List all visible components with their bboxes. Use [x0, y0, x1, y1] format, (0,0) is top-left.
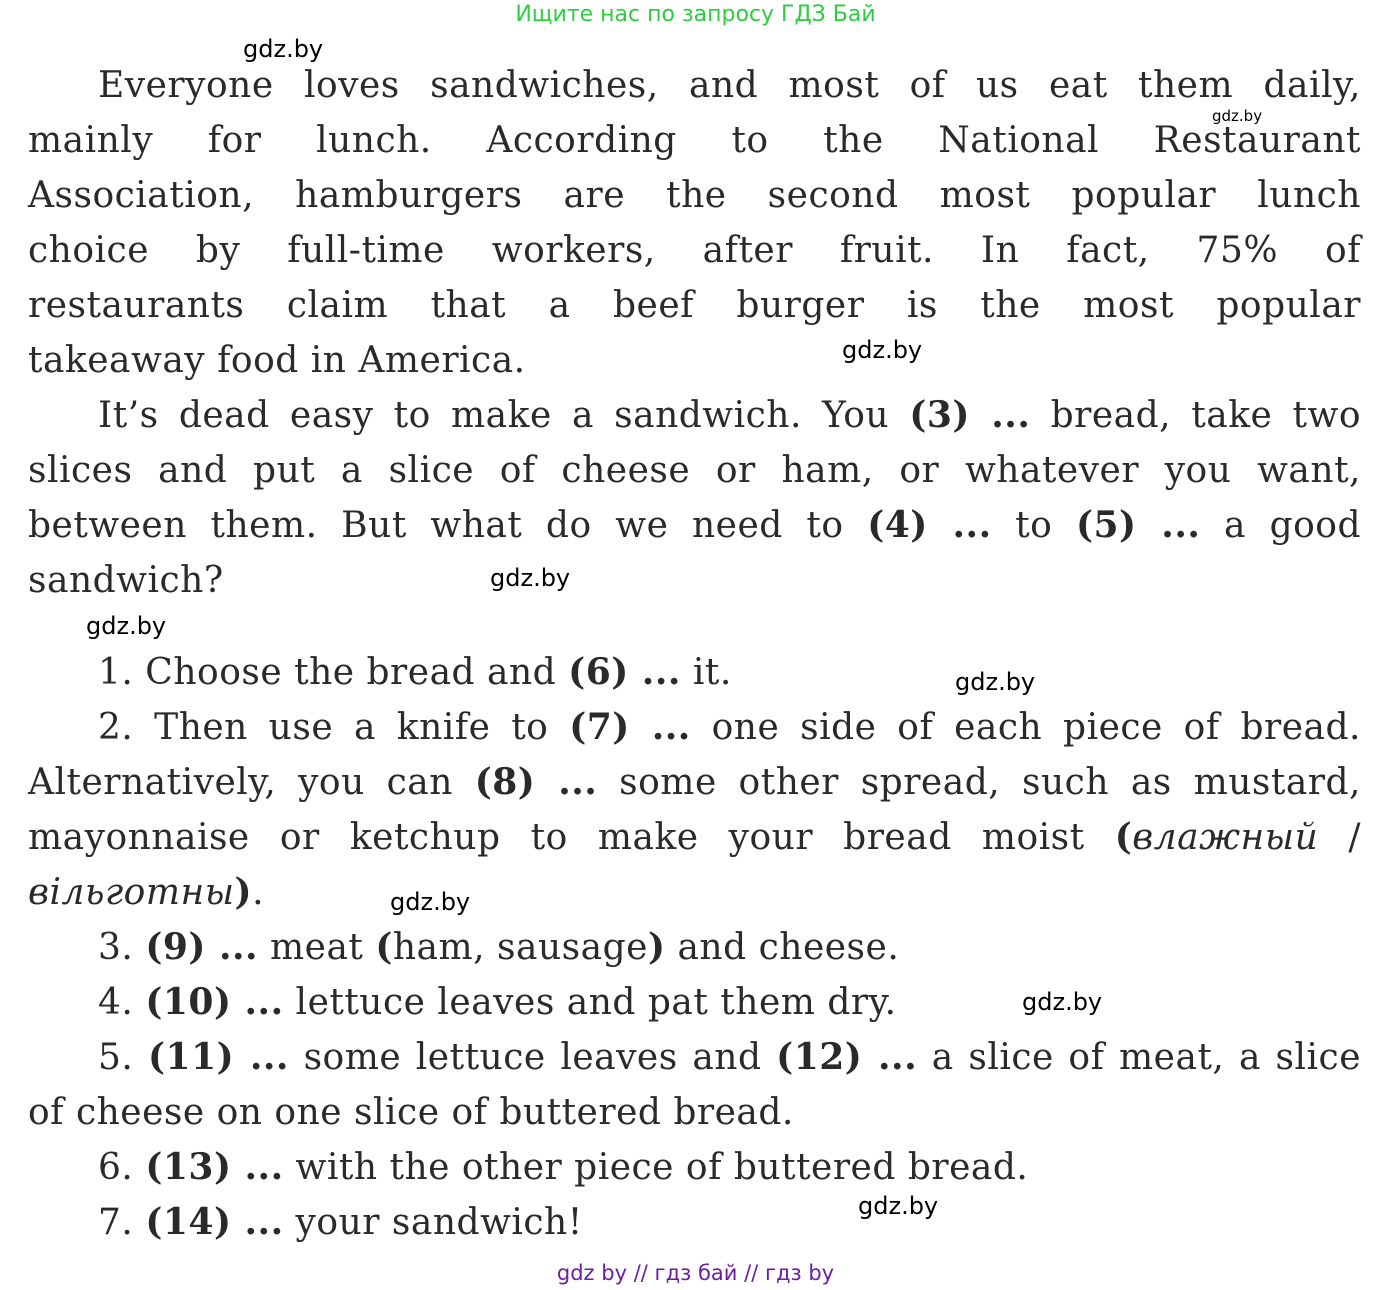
text-line: takeaway food in America. — [28, 340, 526, 381]
watermark: gdz.by — [490, 564, 571, 592]
gap-marker: (6) ... — [568, 651, 681, 693]
text-line: of cheese on one slice of buttered bread. — [28, 1092, 794, 1133]
paragraph-how-to — [28, 388, 1361, 608]
translation-by: вільготны — [28, 872, 235, 913]
gap-marker: (7) ... — [569, 706, 691, 748]
step-item: 6. (13) ... with the other piece of buttered bread. — [98, 1146, 1029, 1188]
gap-marker: (4) ... — [867, 504, 992, 546]
text-line: Everyone loves sandwiches, and most of us eat them daily, — [98, 65, 1361, 106]
step-item: 1. Choose the bread and (6) ... it. — [98, 651, 732, 693]
spacer — [28, 608, 1361, 645]
gap-marker: (8) ... — [474, 761, 598, 803]
exercise-text — [28, 58, 1361, 1250]
text-line: вільготны). — [28, 871, 265, 913]
gap-marker: (3) ... — [909, 394, 1031, 436]
step-item: 4. (10) ... lettuce leaves and pat them dry. — [98, 981, 897, 1023]
text-line: sandwich? — [28, 560, 224, 601]
search-hint-banner: Ищите нас по запросу ГДЗ Бай — [515, 2, 876, 27]
watermark: gdz.by — [390, 888, 471, 916]
text-line: mainly for lunch. According to the National Restaurant — [28, 120, 1361, 161]
step-item: 3. (9) ... meat (ham, sausage) and cheese. — [98, 926, 900, 968]
translation-ru: влажный — [1132, 817, 1319, 858]
footer-watermark: gdz by // гдз бай // гдз by — [556, 1261, 835, 1285]
gap-marker: (5) ... — [1075, 504, 1201, 546]
text-line: between them. But what do we need to (4) ... to (5) ... a good — [28, 504, 1362, 546]
paragraph-intro — [28, 58, 1361, 388]
text-line: slices and put a slice of cheese or ham, or whatever you want, — [28, 450, 1361, 491]
text-line: Association, hamburgers are the second most popular lunch — [28, 175, 1361, 216]
gap-marker: (12) ... — [776, 1036, 918, 1078]
step-item: 7. (14) ... your sandwich! — [98, 1201, 583, 1243]
steps-list — [28, 645, 1361, 1250]
text-line: restaurants claim that a beef burger is the most popular — [28, 285, 1361, 326]
watermark: gdz.by — [243, 35, 324, 63]
watermark: gdz.by — [1212, 107, 1263, 125]
step-item — [28, 1030, 1361, 1140]
watermark: gdz.by — [955, 668, 1036, 696]
watermark: gdz.by — [858, 1192, 939, 1220]
watermark: gdz.by — [842, 336, 923, 364]
watermark: gdz.by — [86, 612, 167, 640]
text-line: Alternatively, you can (8) ... some other spread, such as mustard, — [28, 761, 1361, 803]
text-line: choice by full-time workers, after fruit. In fact, 75% of — [28, 230, 1361, 271]
text-line: 5. (11) ... some lettuce leaves and (12) ... a slice of meat, a slice — [98, 1036, 1362, 1078]
text-line: 2. Then use a knife to (7) ... one side of each piece of bread. — [98, 706, 1362, 748]
gap-marker: (11) ... — [147, 1036, 289, 1078]
gap-marker: (9) ... — [145, 926, 259, 968]
watermark: gdz.by — [1022, 988, 1103, 1016]
gap-marker: (13) ... — [145, 1146, 284, 1188]
text-line: It’s dead easy to make a sandwich. You (3) ... bread, take two — [98, 394, 1362, 436]
text-line: mayonnaise or ketchup to make your bread moist (влажный / — [28, 816, 1361, 858]
gap-marker: (14) ... — [145, 1201, 284, 1243]
step-item — [28, 700, 1361, 920]
gap-marker: (10) ... — [145, 981, 284, 1023]
